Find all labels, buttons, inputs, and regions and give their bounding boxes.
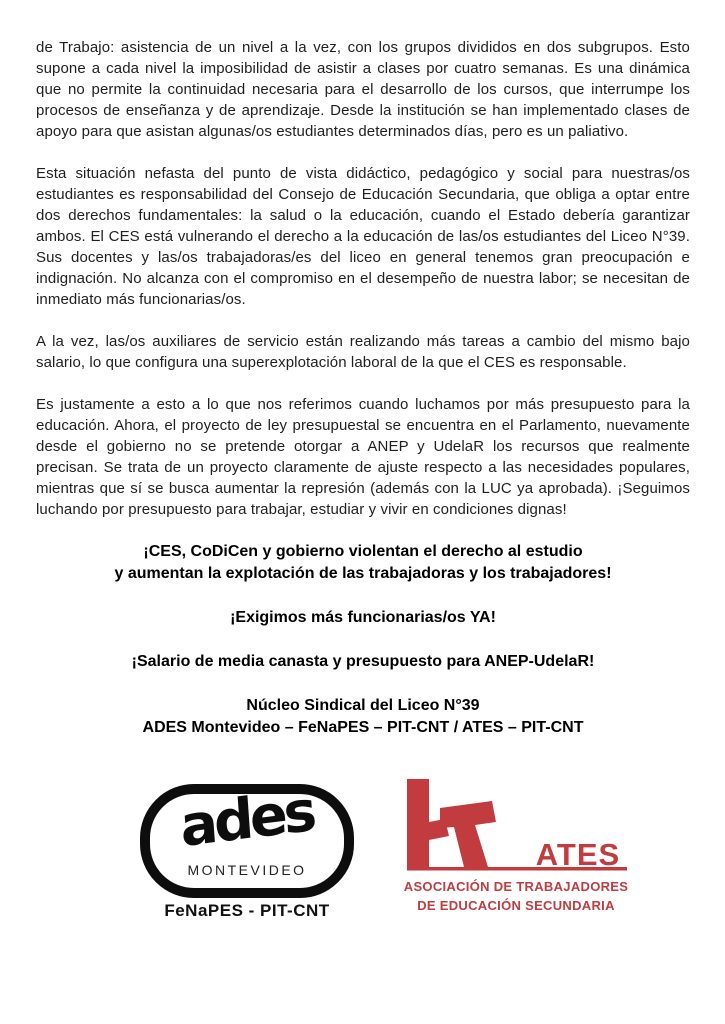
blank-line [36,629,690,651]
slogan2: ¡Exigimos más funcionarias/os YA! [230,609,496,626]
ades-caption: FeNaPES - PIT-CNT [164,901,330,920]
paragraph-3: A la vez, las/os auxiliares de servicio están realizando más tareas a cambio del mismo bajo salario, lo que configura una superexplotación laboral de la que el CES es responsable. [36,333,690,371]
paragraph-4: Es justamente a esto a lo que nos referimos cuando luchamos por más presupuesto para la educación. Ahora, el proyecto de ley presupuestal se encuentra en el Parlamento, nuevamente desde el gobierno no se pretende otorgar a ANEP y UdelaR los recursos que realmente precisan. Se trata de un proyecto claramente de ajuste respecto a las necesidades populares, mientras que sí se busca aumentar la represión (además con la LUC ya aprobada). ¡Seguimos luchando por presupuesto para trabajar, estudiar y vivir en condiciones dignas! [36,396,690,518]
ates-subtitle-line1: ASOCIACIÓN DE TRABAJADORES [403,879,629,894]
paragraph-1: de Trabajo: asistencia de un nivel a la vez, con los grupos divididos en dos subgrupos. Esto supone a cada nivel la imposibilidad de asistir a clases por cuatro semanas. Es una dinámica que no permite la continuidad necesaria para el desarrollo de los cursos, que interrumpe los procesos de enseñanza y de aprendizaje. Desde la institución se han implementado clases de apoyo para que asistan algunas/os estudiantes determinados días, pero es un paliativo. [36,39,690,140]
slogan3: ¡Salario de media canasta y presupuesto para ANEP-UdelaR! [131,653,595,670]
ades-wordmark-text: ades [178,778,316,861]
ates-logo [396,764,636,915]
ates-wordmark-text: ATES [535,837,621,872]
blank-line [36,673,690,695]
slogan1-line1: ¡CES, CoDiCen y gobierno violentan el derecho al estudio [143,543,583,560]
ates-chair-icon [400,764,632,874]
slogan1-line2: y aumentan la explotación de las trabajadoras y los trabajadores! [114,565,612,582]
blank-line [36,585,690,607]
ades-logo [140,778,354,898]
ates-subtitle-line2: DE EDUCACIÓN SECUNDARIA [417,898,615,913]
signature-line1: Núcleo Sindical del Liceo N°39 [246,697,480,714]
slogan-block [36,541,690,739]
signature-line2: ADES Montevideo – FeNaPES – PIT-CNT / ATES – PIT-CNT [142,719,584,736]
ades-city-label: MONTEVIDEO [187,862,307,878]
paragraph-2: Esta situación nefasta del punto de vista didáctico, pedagógico y social para nuestras/os estudiantes es responsabilidad del Consejo de Educación Secundaria, que obliga a optar entre dos derechos fundamentales: la salud o la educación, cuando el Estado debería garantizar ambos. El CES está vulnerando el derecho a la educación de las/os estudiantes del Liceo N°39. Sus docentes y las/os trabajadoras/es del liceo en general tenemos gran preocupación e indignación. No alcanza con el compromiso en el desempeño de nuestra labor; se necesitan de inmediato más funcionarias/os. [36,165,690,308]
